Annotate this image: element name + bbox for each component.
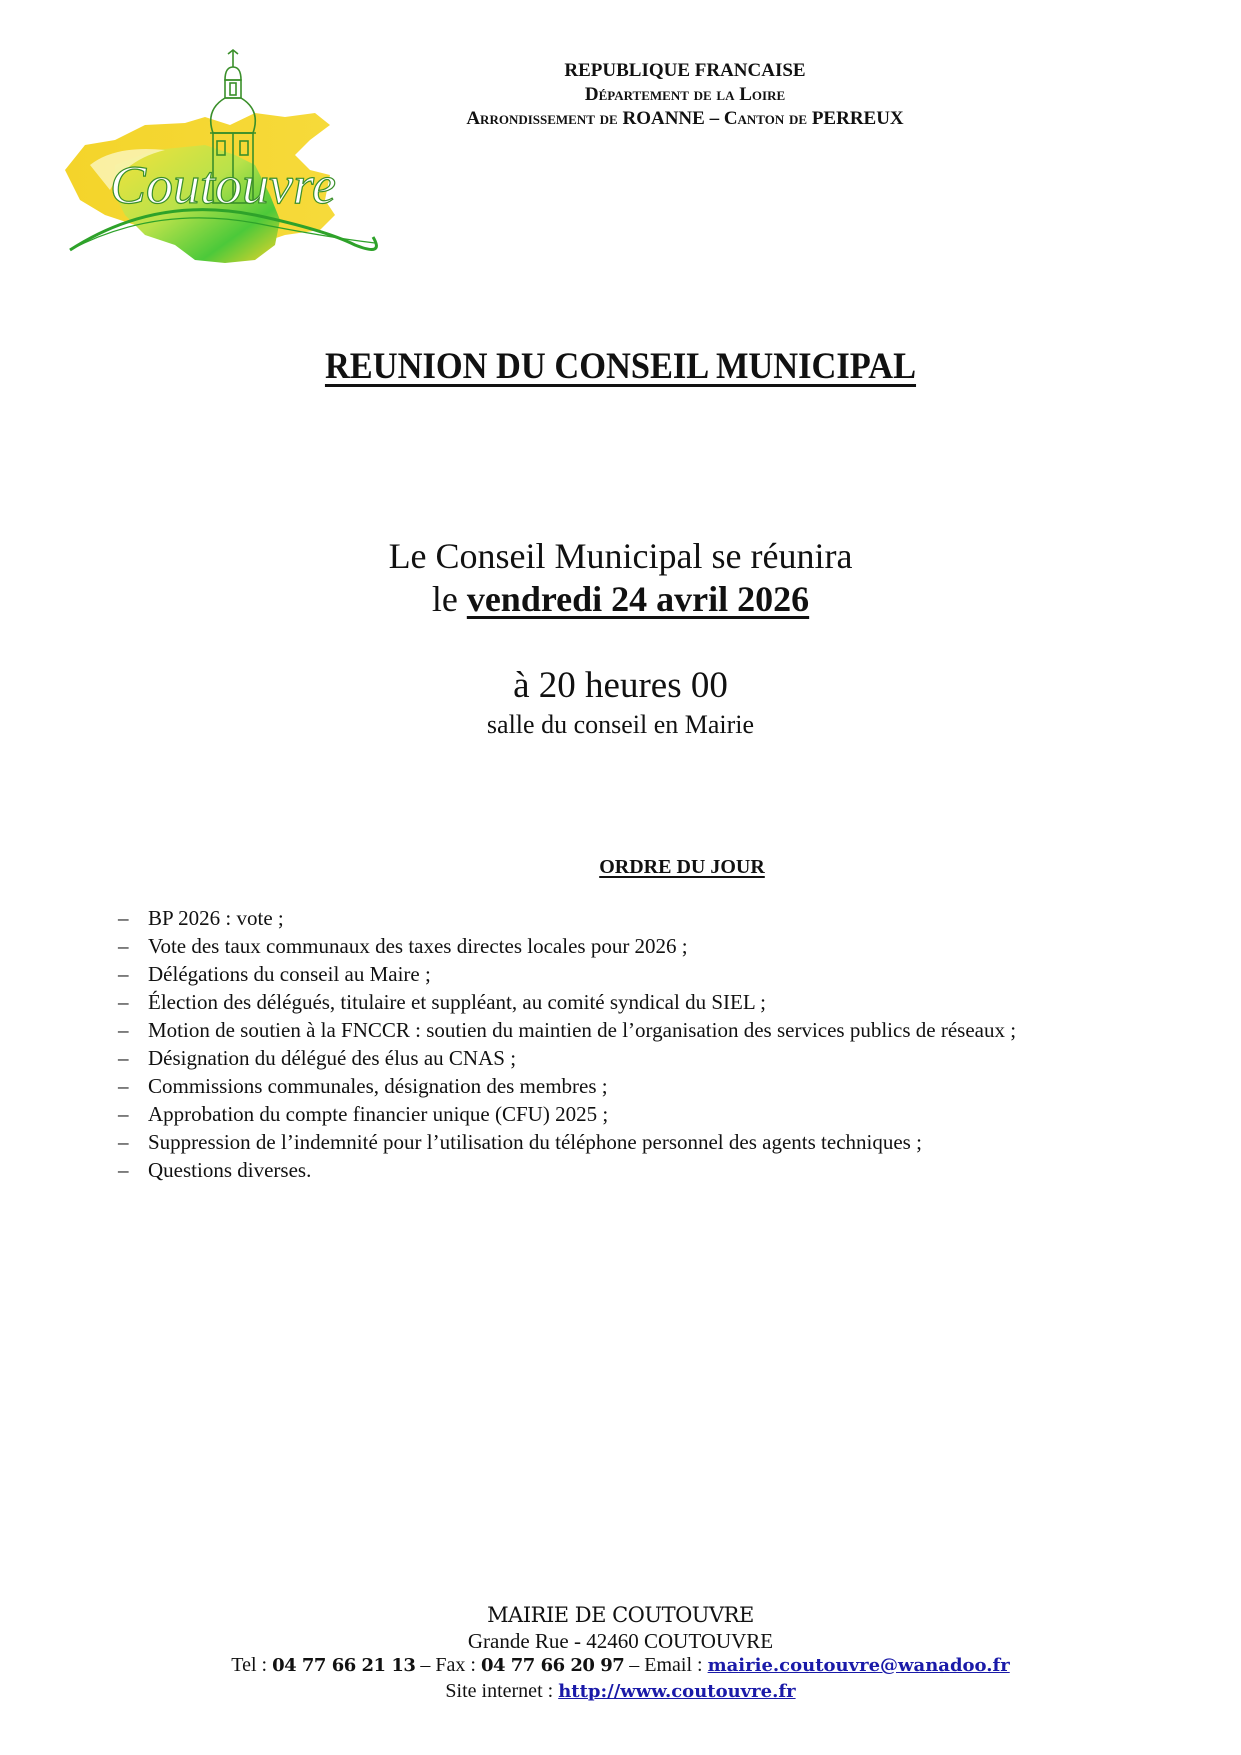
agenda-item-text: Motion de soutien à la FNCCR : soutien du maintien de l’organisation des services publics de réseaux ; <box>148 1018 1017 1042</box>
agenda-item-text: Questions diverses. <box>148 1158 312 1182</box>
header-republique: REPUBLIQUE FRANCAISE <box>564 60 806 81</box>
footer-site-label: Site internet : <box>445 1680 559 1702</box>
dash-bullet-icon: – <box>118 962 129 986</box>
agenda-heading: ORDRE DU JOUR <box>599 856 765 878</box>
header-roanne: ROANNE <box>622 108 705 129</box>
dash-bullet-icon: – <box>118 1074 129 1098</box>
agenda-item <box>118 960 1016 988</box>
agenda-item <box>118 1044 1016 1072</box>
dash-bullet-icon: – <box>118 1158 129 1182</box>
agenda-item-text: Commissions communales, désignation des membres ; <box>148 1074 608 1098</box>
agenda-item <box>118 1128 1016 1156</box>
agenda-item-text: Élection des délégués, titulaire et suppléant, au comité syndical du SIEL ; <box>148 990 766 1014</box>
header-arrondissement <box>385 108 985 130</box>
meeting-date: vendredi 24 avril 2026 <box>466 579 810 619</box>
meeting-location: salle du conseil en Mairie <box>486 710 755 739</box>
footer-fax-label: – Fax : <box>415 1654 481 1676</box>
agenda-item-text: Désignation du délégué des élus au CNAS ; <box>148 1046 517 1070</box>
dash-bullet-icon: – <box>118 1130 129 1154</box>
agenda-item <box>118 1156 1016 1184</box>
agenda-item <box>118 1072 1016 1100</box>
agenda-item <box>118 1016 1016 1044</box>
meeting-date-line <box>0 578 1241 620</box>
footer-mairie-name: MAIRIE DE COUTOUVRE <box>487 1603 754 1627</box>
agenda-item-text: BP 2026 : vote ; <box>148 906 284 930</box>
footer-address: Grande Rue - 42460 COUTOUVRE <box>467 1629 774 1653</box>
header-perreux: PERREUX <box>811 108 904 129</box>
agenda-item <box>118 932 1016 960</box>
footer-contact <box>0 1654 1241 1677</box>
dash-bullet-icon: – <box>118 934 129 958</box>
meeting-date-prefix: le <box>431 579 467 619</box>
footer-tel-label: Tel : <box>231 1654 273 1676</box>
footer-email-label: – Email : <box>624 1654 708 1676</box>
header-arr-prefix: Arrondissement de <box>466 108 623 129</box>
dash-bullet-icon: – <box>118 1046 129 1070</box>
header-departement: Département de la Loire <box>584 84 786 105</box>
footer-site-link[interactable]: http://www.coutouvre.fr <box>558 1681 796 1702</box>
coutouvre-logo <box>55 45 435 295</box>
agenda-item <box>118 904 1016 932</box>
dash-bullet-icon: – <box>118 1102 129 1126</box>
agenda-item-text: Suppression de l’indemnité pour l’utilisation du téléphone personnel des agents techniques ; <box>148 1130 922 1154</box>
agenda-item-text: Délégations du conseil au Maire ; <box>148 962 431 986</box>
header-canton: – Canton de <box>704 108 812 129</box>
church-tower-map-logo-icon <box>55 45 435 295</box>
footer-email-link[interactable]: mairie.coutouvre@wanadoo.fr <box>707 1655 1010 1676</box>
footer-tel: 04 77 66 21 13 <box>272 1655 416 1676</box>
agenda-item-text: Approbation du compte financier unique (CFU) 2025 ; <box>148 1102 609 1126</box>
dash-bullet-icon: – <box>118 990 129 1014</box>
agenda-item <box>118 988 1016 1016</box>
footer-fax: 04 77 66 20 97 <box>480 1655 625 1676</box>
dash-bullet-icon: – <box>118 906 129 930</box>
agenda-item-text: Vote des taux communaux des taxes directes locales pour 2026 ; <box>148 934 688 958</box>
footer-website <box>0 1680 1241 1703</box>
page-title: REUNION DU CONSEIL MUNICIPAL <box>324 346 917 387</box>
meeting-time: à 20 heures 00 <box>513 665 728 706</box>
dash-bullet-icon: – <box>118 1018 129 1042</box>
meeting-intro: Le Conseil Municipal se réunira <box>388 536 853 576</box>
agenda-list <box>118 904 1016 1184</box>
agenda-item <box>118 1100 1016 1128</box>
svg-text:Coutouvre: Coutouvre <box>110 155 336 215</box>
